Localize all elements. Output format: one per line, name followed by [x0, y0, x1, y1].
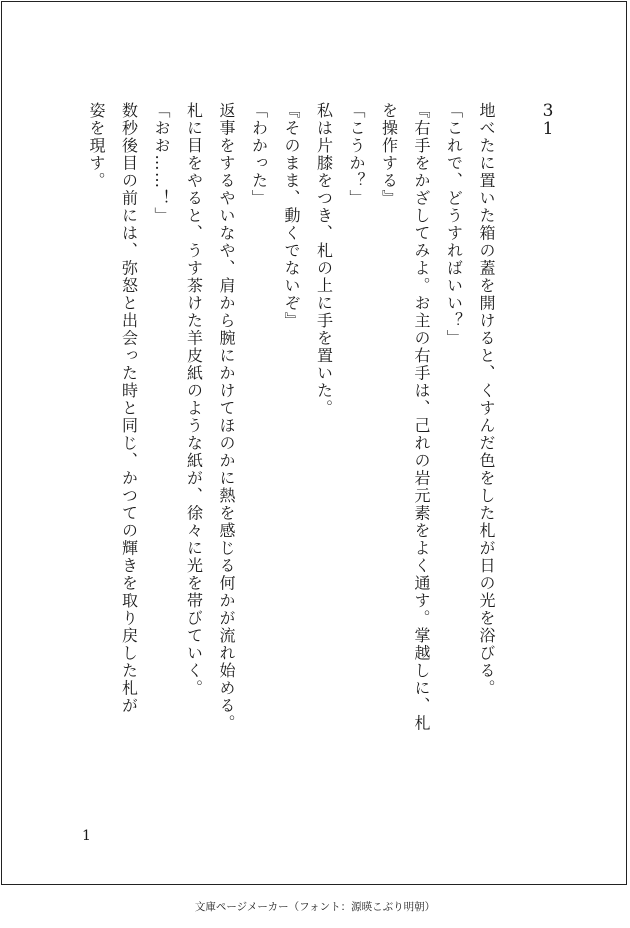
text-line: 地べたに置いた箱の蓋を開けると、くすんだ色をした札が日の光を浴びる。 — [477, 102, 496, 697]
text-line: 『右手をかざしてみよ。お主の右手は、己れの岩元素をよく通す。掌越しに、札 — [412, 102, 431, 732]
text-line: 私は片膝をつき、札の上に手を置いた。 — [314, 102, 334, 417]
text-line: 返事をするやいなや、肩から腕にかけてほのかに熱を感じる何かが流れ始める。 — [217, 102, 236, 732]
text-line: 数秒後目の前には、弥怒と出会った時と同じ、かつての輝きを取り戻した札が — [119, 102, 139, 715]
vertical-text-body — [72, 102, 502, 802]
chapter-number-digit: 3 — [542, 101, 554, 121]
text-line: 「こうか？」 — [347, 102, 366, 207]
text-line: 「これで、どうすればいい？」 — [444, 102, 464, 347]
text-line: 「わかった」 — [249, 102, 269, 207]
text-line: を操作する』 — [379, 102, 399, 207]
chapter-number — [538, 102, 558, 138]
chapter-number-digit: 1 — [542, 119, 554, 139]
text-line: 姿を現す。 — [87, 102, 106, 190]
page-frame — [1, 1, 627, 885]
page-number: 1 — [82, 828, 91, 844]
text-line: 「おお……！」 — [152, 102, 171, 225]
text-line: 札に目をやると、うす茶けた羊皮紙のような紙が、徐々に光を帯びていく。 — [184, 102, 204, 697]
text-line: 『そのまま、動くでないぞ』 — [282, 102, 301, 330]
footer-caption: 文庫ページメーカー（フォント：源暎こぶり明朝） — [194, 901, 436, 913]
